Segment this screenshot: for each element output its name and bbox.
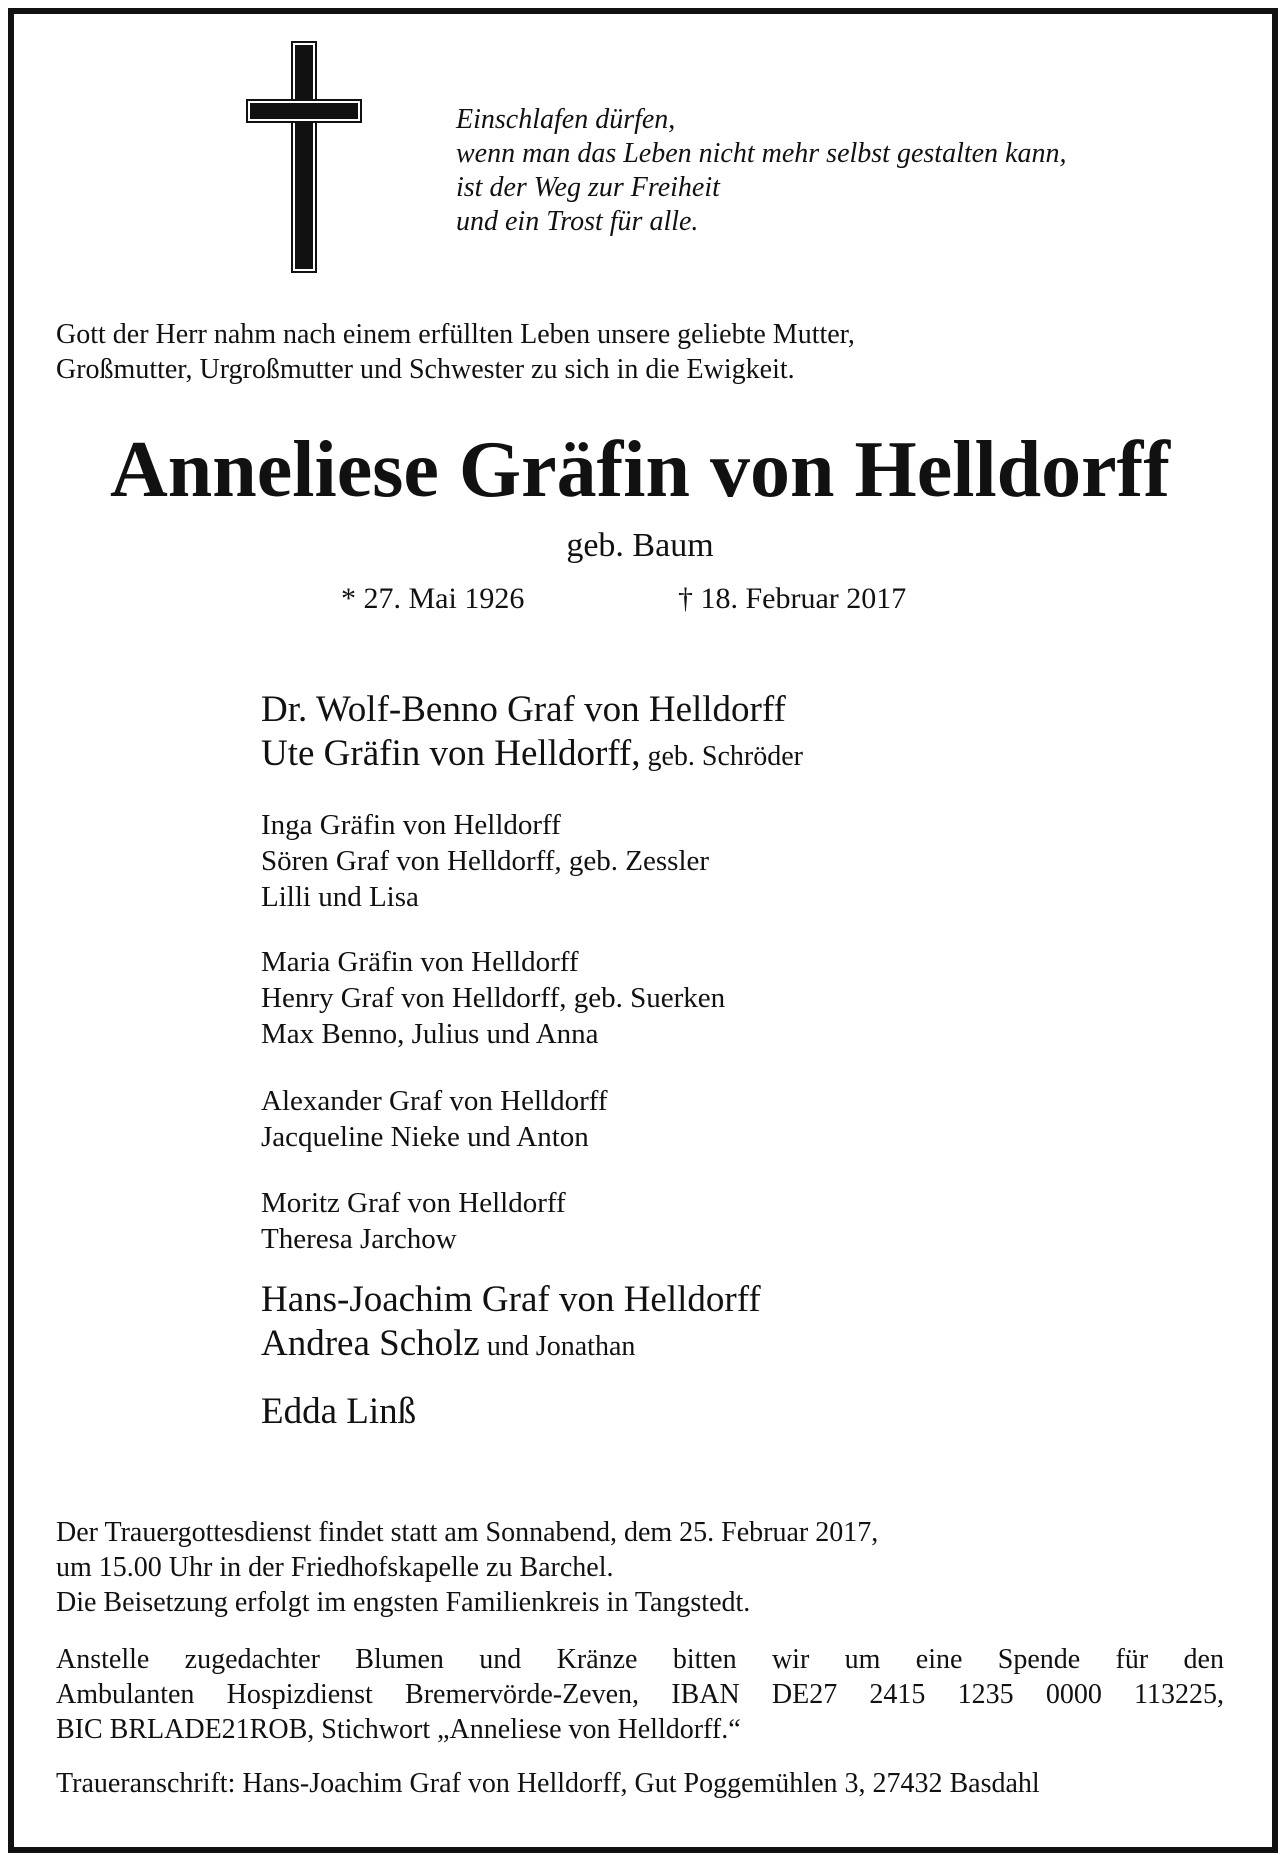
deceased-name: Anneliese Gräfin von Helldorff — [110, 426, 1170, 514]
family-member: Moritz Graf von Helldorff — [261, 1187, 566, 1219]
family-group-7: Edda Linß — [261, 1391, 417, 1432]
family-member: Theresa Jarchow — [261, 1223, 457, 1255]
family-member: Dr. Wolf-Benno Graf von Helldorff — [261, 689, 786, 730]
family-group-4 — [261, 1083, 608, 1155]
cross-icon — [237, 38, 371, 276]
service-line: Die Beisetzung erfolgt im engsten Familienkreis in Tangstedt. — [56, 1587, 751, 1618]
family-member-name: Andrea Scholz — [261, 1323, 480, 1364]
family-member: Alexander Graf von Helldorff — [261, 1085, 608, 1117]
mourning-address: Traueranschrift: Hans-Joachim Graf von Helldorff, Gut Poggemühlen 3, 27432 Basdahl — [56, 1768, 1040, 1799]
birth-date: * 27. Mai 1926 — [341, 582, 525, 615]
family-member-name: Ute Gräfin von Helldorff, — [261, 733, 641, 774]
family-member: Lilli und Lisa — [261, 881, 419, 913]
service-info — [56, 1515, 878, 1620]
family-member: Hans-Joachim Graf von Helldorff — [261, 1279, 761, 1320]
family-member-note: und Jonathan — [479, 1331, 636, 1362]
intro-line: Großmutter, Urgroßmutter und Schwester zu sich in die Ewigkeit. — [56, 354, 795, 385]
family-member — [261, 1322, 761, 1369]
birth-name: geb. Baum — [566, 527, 714, 564]
family-group-3 — [261, 944, 725, 1052]
service-line: um 15.00 Uhr in der Friedhofskapelle zu Barchel. — [56, 1552, 614, 1583]
death-date: † 18. Februar 2017 — [678, 582, 907, 615]
poem-line: Einschlafen dürfen, — [456, 104, 676, 135]
family-group-2 — [261, 807, 709, 915]
donation-line: Anstelle zugedachter Blumen und Kränze bitten wir um eine Spende für den — [56, 1644, 1224, 1675]
family-member: Inga Gräfin von Helldorff — [261, 809, 561, 841]
service-line: Der Trauergottesdienst findet statt am Sonnabend, dem 25. Februar 2017, — [56, 1517, 879, 1548]
family-member — [261, 732, 803, 779]
family-group-5 — [261, 1185, 566, 1257]
family-member: Jacqueline Nieke und Anton — [261, 1121, 589, 1153]
poem-line: und ein Trost für alle. — [456, 206, 699, 237]
family-member: Sören Graf von Helldorff, geb. Zessler — [261, 845, 710, 877]
poem-line: wenn man das Leben nicht mehr selbst gestalten kann, — [456, 138, 1067, 169]
family-group-1 — [261, 688, 803, 779]
intro-text — [56, 317, 855, 387]
poem-line: ist der Weg zur Freiheit — [456, 172, 720, 203]
donation-line: Ambulanten Hospizdienst Bremervörde-Zeven, IBAN DE27 2415 1235 0000 113225, — [56, 1679, 1224, 1710]
poem — [456, 103, 1066, 239]
family-member: Max Benno, Julius und Anna — [261, 1018, 599, 1050]
family-group-6 — [261, 1278, 761, 1369]
family-member: Maria Gräfin von Helldorff — [261, 946, 579, 978]
intro-line: Gott der Herr nahm nach einem erfüllten Leben unsere geliebte Mutter, — [56, 319, 855, 350]
family-member-note: geb. Schröder — [640, 741, 804, 772]
donation-request — [56, 1642, 1224, 1747]
family-member: Henry Graf von Helldorff, geb. Suerken — [261, 982, 726, 1014]
donation-line: BIC BRLADE21ROB, Stichwort „Anneliese von Helldorff.“ — [56, 1714, 741, 1745]
